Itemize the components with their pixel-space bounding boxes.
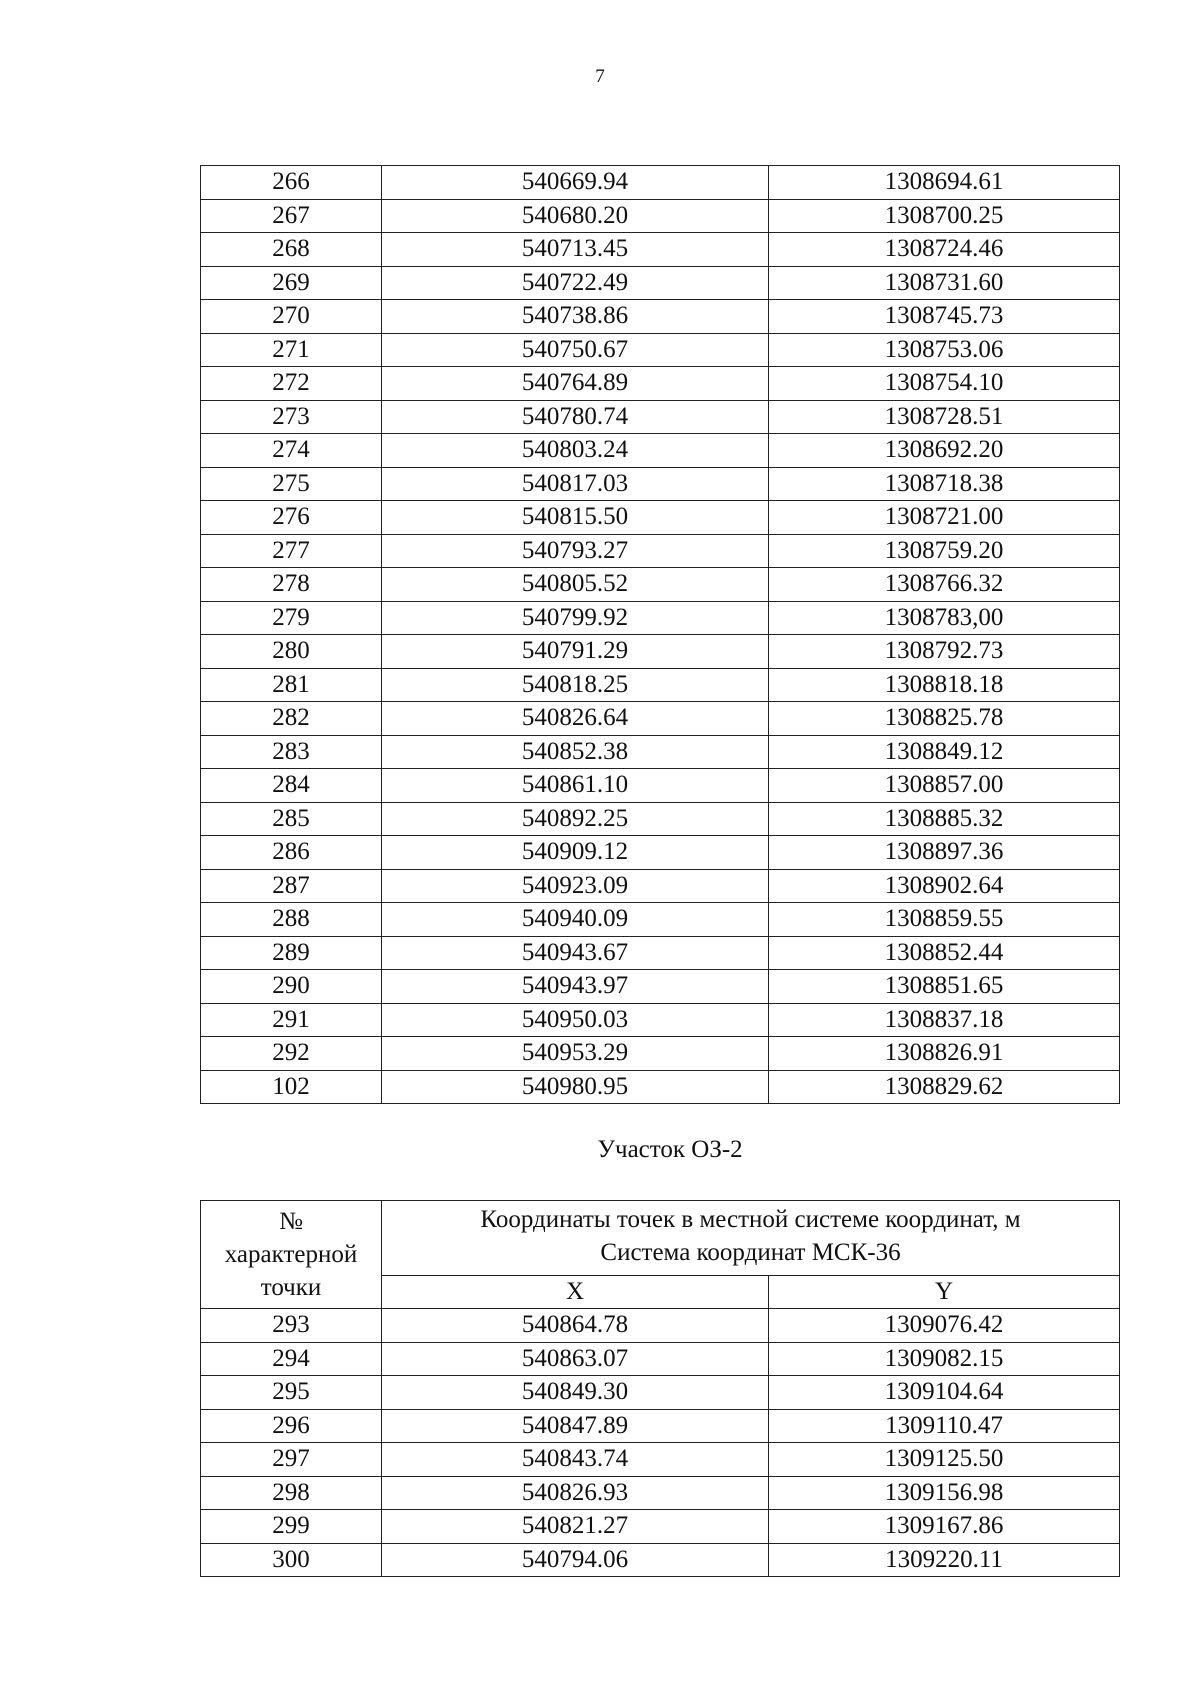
x-coordinate-cell: 540892.25 (382, 802, 769, 836)
table-row (201, 970, 1120, 1004)
table-row (201, 1510, 1120, 1544)
table-row (201, 869, 1120, 903)
coordinates-table-oz2 (200, 1200, 1120, 1577)
table-row (201, 1443, 1120, 1477)
table-row (201, 1070, 1120, 1104)
section-title: Участок ОЗ-2 (597, 1136, 743, 1163)
y-coordinate-cell: 1309167.86 (769, 1510, 1120, 1544)
x-coordinate-cell: 540750.67 (382, 333, 769, 367)
y-coordinate-cell: 1308766.32 (769, 568, 1120, 602)
table-row (201, 534, 1120, 568)
y-coordinate-cell: 1308754.10 (769, 367, 1120, 401)
table-row (201, 300, 1120, 334)
y-coordinate-cell: 1308859.55 (769, 903, 1120, 937)
point-number-cell: 283 (201, 735, 382, 769)
point-number-cell: 293 (201, 1309, 382, 1343)
point-number-cell: 296 (201, 1409, 382, 1443)
x-coordinate-cell: 540821.27 (382, 1510, 769, 1544)
x-coordinate-cell: 540863.07 (382, 1342, 769, 1376)
point-number-cell: 292 (201, 1037, 382, 1071)
table-row (201, 1342, 1120, 1376)
table-row (201, 735, 1120, 769)
y-coordinate-cell: 1308721.00 (769, 501, 1120, 535)
y-coordinate-cell: 1309156.98 (769, 1476, 1120, 1510)
x-coordinate-cell: 540764.89 (382, 367, 769, 401)
x-column-header: X (382, 1276, 769, 1309)
table-row (201, 1476, 1120, 1510)
point-number-cell: 266 (201, 166, 382, 200)
point-number-cell: 279 (201, 601, 382, 635)
point-number-cell: 289 (201, 936, 382, 970)
y-coordinate-cell: 1308825.78 (769, 702, 1120, 736)
point-number-header (201, 1201, 382, 1309)
table-row (201, 266, 1120, 300)
point-number-cell: 281 (201, 668, 382, 702)
point-number-cell: 286 (201, 836, 382, 870)
x-coordinate-cell: 540794.06 (382, 1543, 769, 1577)
coordinates-group-header-line: Координаты точек в местной системе координат, м (480, 1206, 1021, 1233)
x-coordinate-cell: 540680.20 (382, 199, 769, 233)
point-number-cell: 269 (201, 266, 382, 300)
table-row (201, 601, 1120, 635)
x-coordinate-cell: 540861.10 (382, 769, 769, 803)
table-row (201, 702, 1120, 736)
x-coordinate-cell: 540818.25 (382, 668, 769, 702)
table-row (201, 1037, 1120, 1071)
y-coordinate-cell: 1308731.60 (769, 266, 1120, 300)
point-number-cell: 270 (201, 300, 382, 334)
y-coordinate-cell: 1308692.20 (769, 434, 1120, 468)
point-number-header-line: характерной (224, 1241, 358, 1268)
y-coordinate-cell: 1308694.61 (769, 166, 1120, 200)
point-number-cell: 102 (201, 1070, 382, 1104)
x-coordinate-cell: 540852.38 (382, 735, 769, 769)
point-number-cell: 284 (201, 769, 382, 803)
y-coordinate-cell: 1309082.15 (769, 1342, 1120, 1376)
table-row (201, 501, 1120, 535)
x-coordinate-cell: 540953.29 (382, 1037, 769, 1071)
coordinates-table-body (201, 166, 1120, 1104)
table-row (201, 434, 1120, 468)
y-coordinate-cell: 1308759.20 (769, 534, 1120, 568)
table-row (201, 903, 1120, 937)
header-row (201, 1201, 1120, 1276)
y-coordinate-cell: 1309110.47 (769, 1409, 1120, 1443)
x-coordinate-cell: 540923.09 (382, 869, 769, 903)
y-coordinate-cell: 1308818.18 (769, 668, 1120, 702)
point-number-cell: 280 (201, 635, 382, 669)
y-coordinate-cell: 1308849.12 (769, 735, 1120, 769)
y-coordinate-cell: 1308718.38 (769, 467, 1120, 501)
x-coordinate-cell: 540780.74 (382, 400, 769, 434)
coordinates-table-header (201, 1201, 1120, 1309)
x-coordinate-cell: 540791.29 (382, 635, 769, 669)
y-coordinate-cell: 1308792.73 (769, 635, 1120, 669)
x-coordinate-cell: 540826.93 (382, 1476, 769, 1510)
x-coordinate-cell: 540950.03 (382, 1003, 769, 1037)
y-coordinate-cell: 1308852.44 (769, 936, 1120, 970)
point-number-cell: 295 (201, 1376, 382, 1410)
y-coordinate-cell: 1308728.51 (769, 400, 1120, 434)
y-coordinate-cell: 1309104.64 (769, 1376, 1120, 1410)
table-row (201, 769, 1120, 803)
y-coordinate-cell: 1309076.42 (769, 1309, 1120, 1343)
x-coordinate-cell: 540826.64 (382, 702, 769, 736)
point-number-cell: 288 (201, 903, 382, 937)
point-number-cell: 285 (201, 802, 382, 836)
point-number-cell: 276 (201, 501, 382, 535)
point-number-cell: 287 (201, 869, 382, 903)
y-coordinate-cell: 1308857.00 (769, 769, 1120, 803)
x-coordinate-cell: 540943.97 (382, 970, 769, 1004)
x-coordinate-cell: 540669.94 (382, 166, 769, 200)
x-coordinate-cell: 540943.67 (382, 936, 769, 970)
x-coordinate-cell: 540793.27 (382, 534, 769, 568)
y-coordinate-cell: 1308724.46 (769, 233, 1120, 267)
point-number-cell: 272 (201, 367, 382, 401)
table-row (201, 199, 1120, 233)
point-number-cell: 290 (201, 970, 382, 1004)
table-row (201, 1003, 1120, 1037)
x-coordinate-cell: 540738.86 (382, 300, 769, 334)
point-number-cell: 273 (201, 400, 382, 434)
x-coordinate-cell: 540817.03 (382, 467, 769, 501)
y-coordinate-cell: 1308897.36 (769, 836, 1120, 870)
x-coordinate-cell: 540864.78 (382, 1309, 769, 1343)
x-coordinate-cell: 540849.30 (382, 1376, 769, 1410)
y-coordinate-cell: 1308902.64 (769, 869, 1120, 903)
x-coordinate-cell: 540843.74 (382, 1443, 769, 1477)
point-number-cell: 291 (201, 1003, 382, 1037)
x-coordinate-cell: 540980.95 (382, 1070, 769, 1104)
y-coordinate-cell: 1308826.91 (769, 1037, 1120, 1071)
table-row (201, 1376, 1120, 1410)
coordinates-table-continued (200, 165, 1120, 1104)
page-number: 7 (595, 66, 605, 87)
point-number-header-line: точки (260, 1274, 322, 1301)
x-coordinate-cell: 540803.24 (382, 434, 769, 468)
table-row (201, 668, 1120, 702)
table-row (201, 1543, 1120, 1577)
x-coordinate-cell: 540713.45 (382, 233, 769, 267)
coordinates-group-header-line: Система координат МСК-36 (600, 1239, 901, 1266)
y-coordinate-cell: 1308837.18 (769, 1003, 1120, 1037)
point-number-cell: 274 (201, 434, 382, 468)
point-number-cell: 299 (201, 1510, 382, 1544)
point-number-cell: 268 (201, 233, 382, 267)
table-row (201, 1309, 1120, 1343)
y-coordinate-cell: 1308745.73 (769, 300, 1120, 334)
table-row (201, 635, 1120, 669)
point-number-cell: 297 (201, 1443, 382, 1477)
coordinates-table-body (201, 1309, 1120, 1577)
point-number-cell: 271 (201, 333, 382, 367)
table-row (201, 802, 1120, 836)
x-coordinate-cell: 540799.92 (382, 601, 769, 635)
table-row (201, 367, 1120, 401)
x-coordinate-cell: 540722.49 (382, 266, 769, 300)
table-row (201, 166, 1120, 200)
table-row (201, 400, 1120, 434)
y-coordinate-cell: 1309220.11 (769, 1543, 1120, 1577)
point-number-cell: 278 (201, 568, 382, 602)
point-number-cell: 275 (201, 467, 382, 501)
table-row (201, 568, 1120, 602)
point-number-cell: 300 (201, 1543, 382, 1577)
point-number-cell: 267 (201, 199, 382, 233)
x-coordinate-cell: 540909.12 (382, 836, 769, 870)
point-number-cell: 282 (201, 702, 382, 736)
y-coordinate-cell: 1308851.65 (769, 970, 1120, 1004)
point-number-cell: 294 (201, 1342, 382, 1376)
x-coordinate-cell: 540805.52 (382, 568, 769, 602)
table-row (201, 936, 1120, 970)
x-coordinate-cell: 540815.50 (382, 501, 769, 535)
table-row (201, 467, 1120, 501)
y-coordinate-cell: 1308783,00 (769, 601, 1120, 635)
y-column-header: Y (769, 1276, 1120, 1309)
table-row (201, 836, 1120, 870)
x-coordinate-cell: 540940.09 (382, 903, 769, 937)
coordinates-group-header (382, 1201, 1120, 1276)
point-number-header-line: № (279, 1208, 303, 1235)
y-coordinate-cell: 1308829.62 (769, 1070, 1120, 1104)
table-row (201, 333, 1120, 367)
point-number-cell: 277 (201, 534, 382, 568)
table-row (201, 1409, 1120, 1443)
x-coordinate-cell: 540847.89 (382, 1409, 769, 1443)
y-coordinate-cell: 1309125.50 (769, 1443, 1120, 1477)
table-row (201, 233, 1120, 267)
y-coordinate-cell: 1308885.32 (769, 802, 1120, 836)
y-coordinate-cell: 1308700.25 (769, 199, 1120, 233)
y-coordinate-cell: 1308753.06 (769, 333, 1120, 367)
point-number-cell: 298 (201, 1476, 382, 1510)
